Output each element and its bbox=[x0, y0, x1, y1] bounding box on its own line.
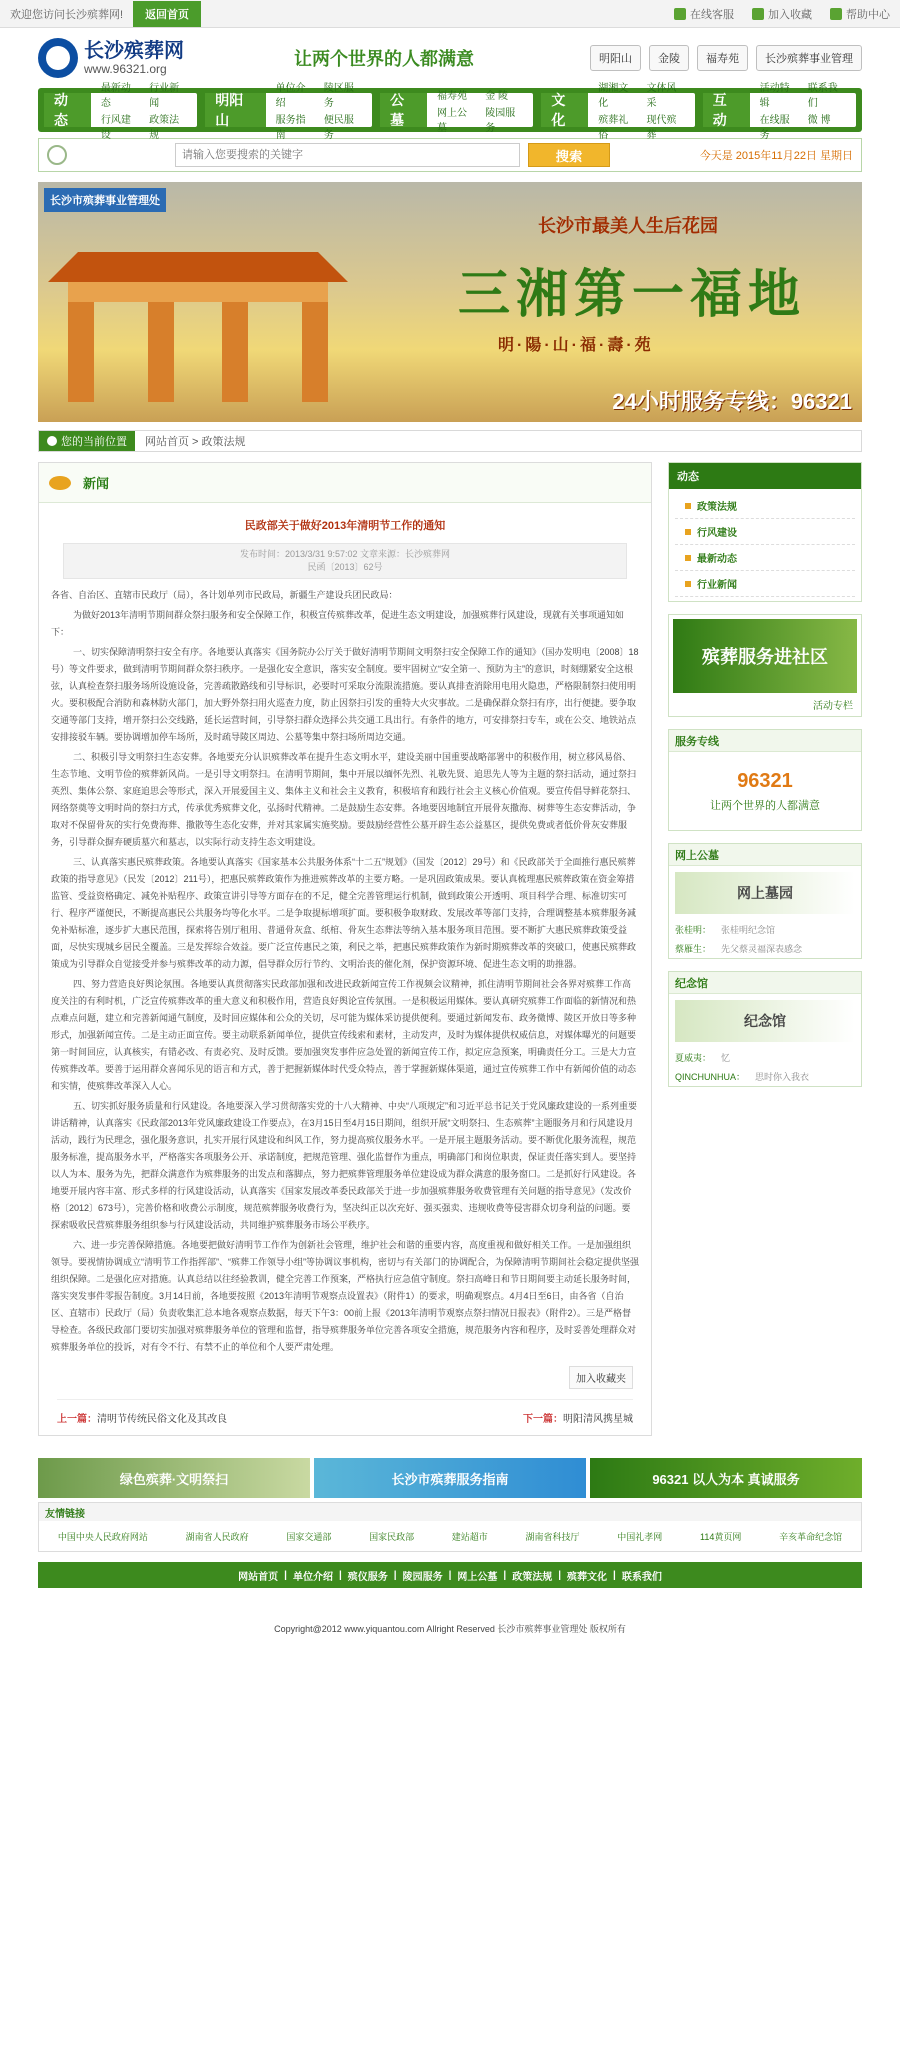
footer-nav-item[interactable]: 殡仪服务 bbox=[347, 1571, 388, 1583]
site-name: 长沙殡葬网 bbox=[84, 40, 184, 62]
nav-item[interactable]: 政策法规 bbox=[149, 115, 180, 141]
favorite-area bbox=[57, 1366, 633, 1389]
friend-link[interactable]: 国家民政部 bbox=[369, 1531, 415, 1542]
friend-link[interactable]: 湖南省人民政府 bbox=[185, 1531, 249, 1542]
memorial-row[interactable]: QINCHUNHUA： 思时你入我衣 bbox=[675, 1072, 810, 1082]
article-publish-info: 发布时间：2013/3/31 9:57:02 文章来源：长沙殡葬网 bbox=[239, 549, 451, 559]
nav-item[interactable]: 殡葬礼俗 bbox=[598, 115, 629, 141]
footer-nav-item[interactable]: 网上公墓 bbox=[457, 1571, 498, 1583]
nav-title[interactable]: 公墓 bbox=[380, 93, 427, 127]
friend-link[interactable]: 建站超市 bbox=[451, 1531, 488, 1542]
help-icon bbox=[830, 8, 842, 20]
article-paragraph: 各省、自治区、直辖市民政厅（局），各计划单列市民政局，新疆生产建设兵团民政局： bbox=[51, 590, 398, 600]
nav-group-gongmu bbox=[380, 90, 533, 134]
nav-item[interactable]: 金 陵 bbox=[485, 90, 508, 102]
nav-item[interactable]: 便民服务 bbox=[323, 115, 354, 141]
nav-item[interactable]: 联系我们 bbox=[807, 83, 838, 109]
community-ad-banner[interactable]: 殡葬服务进社区 bbox=[673, 619, 857, 693]
friend-link[interactable]: 国家交通部 bbox=[286, 1531, 332, 1542]
banner-headline: 三湘第一福地 bbox=[458, 266, 807, 324]
sidebar bbox=[668, 462, 862, 1436]
nav-title[interactable]: 明阳山 bbox=[205, 93, 265, 127]
breadcrumb-path[interactable]: 网站首页 > 政策法规 bbox=[145, 436, 246, 448]
nav-title[interactable]: 动态 bbox=[44, 93, 91, 127]
top-bar bbox=[0, 0, 900, 28]
section-title: 新闻 bbox=[83, 476, 110, 491]
site-url: www.96321.org bbox=[84, 62, 167, 76]
quick-link-jinling[interactable]: 金陵 bbox=[649, 45, 689, 71]
nav-title[interactable]: 互动 bbox=[703, 93, 750, 127]
friend-link[interactable]: 辛亥革命纪念馆 bbox=[779, 1531, 843, 1542]
sidebar-community-ad[interactable] bbox=[668, 614, 862, 717]
cemetery-row[interactable]: 蔡雁生： 先父蔡灵福深表感念 bbox=[675, 944, 803, 954]
sidebar-item-policy[interactable]: 政策法规 bbox=[675, 493, 855, 519]
archway-illustration bbox=[48, 252, 348, 402]
online-cemetery-title: 网上公墓 bbox=[669, 844, 861, 866]
article-title: 民政部关于做好2013年清明节工作的通知 bbox=[244, 520, 446, 532]
help-center-link[interactable]: 帮助中心 bbox=[830, 6, 890, 22]
friend-link[interactable]: 中国中央人民政府网站 bbox=[57, 1531, 148, 1542]
ad-green-burial[interactable]: 绿色殡葬·文明祭扫 bbox=[38, 1458, 310, 1498]
nav-group-wenhua bbox=[541, 83, 694, 141]
add-to-favorites-button[interactable]: 加入收藏夹 bbox=[569, 1366, 633, 1389]
top-links bbox=[674, 6, 890, 22]
sidebar-online-cemetery bbox=[668, 843, 862, 959]
sidebar-item-industry[interactable]: 行业新闻 bbox=[675, 571, 855, 597]
friend-link[interactable]: 中国礼孝网 bbox=[617, 1531, 663, 1542]
banner-hotline: 24小时服务专线：96321 bbox=[612, 389, 852, 414]
sidebar-dynamic-title: 动态 bbox=[669, 463, 861, 489]
copyright: Copyright@2012 www.yiquantou.com Allright Reserved 长沙市殡葬事业管理处 版权所有 bbox=[274, 1624, 626, 1634]
footer-ads bbox=[38, 1458, 862, 1498]
friend-links bbox=[38, 1502, 862, 1552]
hero-banner bbox=[38, 182, 862, 422]
article-paragraph: 一、切实保障清明祭扫安全有序。各地要认真落实《国务院办公厅关于做好清明节期间文明祭扫安全保障工作的通知》（国办发明电〔2008〕18号）等文件要求，做到清明节期间群众祭扫秩序。一是强化安全意识，落实安全制度。要牢固树立“安全第一、预防为主”的意识，时刻绷紧安全这根弦，认真检查祭扫服务场所设施设备，完善疏散路线和引导标识，必要时可采取分流限流措施。要认真排查消除用电用火隐患，严格限制祭扫使用明火。要积极配合消防和森林防火部门，加大野外祭扫用火巡查力度，防止因祭扫引发的重特大火灾事故。二是确保群众祭扫有序，出行便捷。要争取交通等部门支持，增开祭扫公交线路，延长运营时间，引导祭扫群众选择公共交通工具出行。有条件的地方，可安排祭扫专车，或在公交、地铁站点安排接驳车辆。要协调增加停车场所，及时疏导陵区周边、公墓等集中祭扫场所周边交通。 bbox=[51, 647, 639, 742]
friend-link[interactable]: 湖南省科技厅 bbox=[525, 1531, 580, 1542]
online-cemetery-banner[interactable]: 网上墓园 bbox=[675, 872, 855, 914]
sidebar-item-latest[interactable]: 最新动态 bbox=[675, 545, 855, 571]
nav-item[interactable]: 现代殡葬 bbox=[646, 115, 677, 141]
section-icon bbox=[49, 476, 71, 490]
service-line-card[interactable] bbox=[669, 752, 861, 830]
memorial-banner[interactable]: 纪念馆 bbox=[675, 1000, 855, 1042]
online-service-link[interactable]: 在线客服 bbox=[674, 6, 734, 22]
location-icon bbox=[47, 436, 57, 446]
breadcrumb-label: 您的当前位置 bbox=[39, 431, 135, 451]
welcome-text: 欢迎您访问长沙殡葬网! bbox=[10, 8, 124, 21]
banner-org-label: 长沙市殡葬事业管理处 bbox=[44, 188, 166, 212]
home-link[interactable]: 返回首页 bbox=[133, 1, 201, 27]
service-number: 96321 bbox=[737, 769, 793, 792]
article-panel bbox=[38, 462, 652, 1436]
friend-link[interactable]: 114黄页网 bbox=[700, 1531, 742, 1542]
ad-hotline[interactable]: 96321 以人为本 真诚服务 bbox=[590, 1458, 862, 1498]
nav-item[interactable]: 行业新闻 bbox=[149, 83, 180, 109]
star-icon bbox=[752, 8, 764, 20]
sidebar-service-line bbox=[668, 729, 862, 831]
service-tagline: 让两个世界的人都满意 bbox=[710, 799, 820, 812]
service-icon bbox=[674, 8, 686, 20]
nav-item[interactable]: 行风建设 bbox=[100, 115, 131, 141]
banner-tagline: 长沙市最美人生后花园 bbox=[538, 216, 718, 236]
article-paragraph: 三、认真落实惠民殡葬政策。各地要认真落实《国家基本公共服务体系“十二五”规划》（国发〔2012〕29号）和《民政部关于全面推行惠民殡葬政策的指导意见》（民发〔2012〕211号），把惠民殡葬政策作为推进殡葬改革的主要方略。一是巩固政策成果。要认真梳理惠民殡葬政策在资金筹措监管、受益资格确定、减免补贴程序、政策宣讲引导等方面存在的不足，健全完善管理运行机制，做到政策公开透明、项目科学合理、标准切实可行、程序严谨便民，不断提高惠民公共服务均等化水平。二是争取提标增项扩面。要积极争取财政、发展改革等部门支持，合理调整基本殡葬服务减免补贴标准，逐步扩大惠民范围，探索将告别厅租用、普通骨灰盒、纸棺、骨灰生态葬法等纳入基本服务项目范围。要不断扩大惠民殡葬政策受益面，尽快实现城乡居民全覆盖。三是发挥综合效益。要广泛宣传惠民之策，利民之举，把惠民殡葬政策作为新时期殡葬改革的突破口，使惠民殡葬政策成为引导群众自觉接受并参与殡葬改革的动力源，倡导群众厉行节约、文明治丧的催化剂，保护资源环境、促进生态文明的助推器。 bbox=[51, 857, 637, 969]
footer-nav-item[interactable]: 政策法规 bbox=[512, 1571, 553, 1583]
article-paragraph: 五、切实抓好服务质量和行风建设。各地要深入学习贯彻落实党的十八大精神、中央“八项规定”和习近平总书记关于党风廉政建设的一系列重要讲话精神，认真落实《民政部2013年党风廉政建设工作要点》，在3月15日至4月15日期间，组织开展“文明祭扫、生态殡葬”主题服务月和行风建设月活动，践行为民理念，强化服务意识，扎实开展行风建设和纠风工作，努力提高殡仪服务水平。一是开展主题服务活动。要不断优化服务流程，规范服务标准，提高服务水平，严格落实各项服务公开、承诺制度，把规范管理、强化监督作为重点，明确部门和岗位职责，保证责任落实到人。要坚持以人为本、服务为先，把群众满意作为殡葬服务的出发点和落脚点，努力把殡葬管理服务单位建设成为群众满意的服务窗口。二是抓好行风建设。各地要开展内容丰富、形式多样的行风建设活动，认真落实《国家发展改革委民政部关于进一步加强殡葬服务收费管理有关问题的指导意见》（发改价格〔2012〕673号），完善价格和收费公示制度，规范殡葬服务收费行为，坚决纠正以次充好、强买强卖、违规收费等侵害群众切身利益的问题。要探索吸收民营殡葬服务组织参与行风建设活动，共同维护殡葬服务市场公平秩序。 bbox=[51, 1101, 637, 1230]
friend-links-title: 友情链接 bbox=[39, 1503, 861, 1521]
prev-next-nav bbox=[57, 1399, 633, 1435]
nav-group-mingyangshan bbox=[205, 83, 372, 141]
logo-icon bbox=[38, 38, 78, 78]
main-area bbox=[38, 462, 862, 1436]
search-button[interactable]: 搜索 bbox=[528, 143, 610, 167]
article-paragraph: 六、进一步完善保障措施。各地要把做好清明节工作作为创新社会管理，维护社会和谐的重要内容，高度重视和做好相关工作。一是加强组织领导。要视情协调成立“清明节工作指挥部”、“殡葬工作领导小组”等协调议事机构，密切与有关部门的协调配合，为保障清明节期间社会稳定提供坚强组织保障。二是强化应对措施。认真总结以往经验教训，健全完善工作预案，严格执行应急值守制度。祭扫高峰日和节日期间要主动延长服务时间，落实突发事件零报告制度。3月14日前，各地要按照《2013年清明节观察点设置表》（附件1）的要求，明确观察点。4月4日至6日，由各省（自治区、直辖市）民政厅（局）负责收集汇总本地各观察点数据，每天下午3：00前上报《2013年清明节观察点祭扫情况日报表》（附件2）。三是严格督导检查。各级民政部门要切实加强对殡葬服务单位的管理和监督，指导殡葬服务单位完善各项安全措施，规范服务内容和程序，及时妥善处理群众对殡葬服务单位的投诉，对有令不行、有禁不止的单位和个人要严肃处理。 bbox=[51, 1240, 639, 1352]
nav-item[interactable]: 服务指南 bbox=[275, 115, 306, 141]
current-date: 今天是 2015年11月22日 星期日 bbox=[699, 150, 853, 162]
article-paragraph: 二、积极引导文明祭扫生态安葬。各地要充分认识殡葬改革在提升生态文明水平，建设美丽中国重要战略部署中的积极作用，树立移风易俗、生态节地、文明节俭的殡葬新风尚。一是引导文明祭扫。在清明节期间，集中开展以缅怀先烈、礼敬先贤、追思先人等为主题的祭扫活动，通过祭扫英烈、集体公祭、家庭追思会等形式，深入开展爱国主义、集体主义和社会主义教育，积极培育和践行社会主义核心价值观。要宣传倡导鲜花祭扫、网络祭奠等文明时尚的祭扫方式，传承优秀殡葬文化，弘扬时代精神。二是鼓励生态安葬。各地要因地制宜开展骨灰撒海、树葬等生态安葬活动，争取对不保留骨灰的实行免费海葬、撒散等生态化安葬，并对其家属实施奖励。要鼓励经营性公墓开辟生态公益墓区，提供免费或者低价骨灰安葬服务，引导群众摒弃硬质墓穴和墓志，以实际行动支持生态文明建设。 bbox=[51, 752, 637, 847]
section-header bbox=[39, 463, 651, 503]
next-article-link[interactable]: 下一篇：明阳清风携星城 bbox=[523, 1414, 633, 1425]
article-meta bbox=[63, 543, 627, 579]
nav-item[interactable]: 微 博 bbox=[807, 115, 831, 126]
main-nav bbox=[38, 83, 862, 141]
cemetery-row[interactable]: 张桂明： 张桂明纪念馆 bbox=[675, 925, 776, 935]
service-line-title: 服务专线 bbox=[669, 730, 861, 752]
nav-item[interactable]: 陵园服务 bbox=[485, 107, 516, 134]
article-paragraph: 四、努力营造良好舆论氛围。各地要认真贯彻落实民政部加强和改进民政新闻宣传工作视频会议精神，抓住清明节期间社会各界对殡葬工作高度关注的有利时机，广泛宣传殡葬改革的重大意义和积极作用，营造良好舆论宣传氛围。一是积极运用媒体。要认真研究殡葬工作面临的新情况和热点难点问题，建立和完善新闻通气制度，及时回应媒体和公众的关切，尽可能为媒体采访提供便利。要通过新闻发布、政务微博、陵区开放日等多种形式，加强新闻宣传。二是主动正面宣传。要主动联系新闻单位，提供宣传线索和素材，主动发声，及时为媒体提供权威信息，对媒体曝光的问题要第一时间回应，认真核实，有错必改、有责必究、及时反馈。要加强突发事件应急处置的新闻宣传工作，拟定应急预案，明确责任分工。三是大力宣传殡葬改革。要善于运用群众喜闻乐见的语言和方式，善于把握新媒体时代受众特点，善于掌握新媒体渠道，通过宣传殡葬工作中有新闻价值的动态和实情，使殡葬改革深入人心。 bbox=[51, 979, 637, 1091]
footer-nav-item[interactable]: 陵园服务 bbox=[402, 1571, 443, 1583]
nav-group-dongtai bbox=[44, 83, 197, 141]
nav-item[interactable]: 福寿苑 bbox=[437, 90, 468, 102]
ad-service-guide[interactable]: 长沙市殡葬服务指南 bbox=[314, 1458, 586, 1498]
nav-item[interactable]: 活动特辑 bbox=[759, 83, 790, 109]
add-favorite-link[interactable]: 加入收藏 bbox=[752, 6, 812, 22]
nav-item[interactable]: 单位介绍 bbox=[275, 83, 306, 109]
article-paragraph: 为做好2013年清明节期间群众祭扫服务和安全保障工作，积极宣传殡葬改革，促进生态文明建设，加强殡葬行风建设，现就有关事项通知如下： bbox=[51, 610, 625, 637]
article bbox=[39, 503, 651, 1435]
article-doc-number: 民函〔2013〕62号 bbox=[307, 562, 383, 572]
banner-subtitle: 明·陽·山·福·壽·苑 bbox=[498, 337, 654, 354]
quick-link-mingyangshan[interactable]: 明阳山 bbox=[590, 45, 641, 71]
footer-nav-item[interactable]: 联系我们 bbox=[621, 1571, 662, 1583]
footer-nav: 网站首页 | 单位介绍 | 殡仪服务 | 陵园服务 | 网上公墓 | 政策法规 | 殡葬文化 | 联系我们 bbox=[38, 1562, 862, 1588]
footer-nav-item[interactable]: 单位介绍 bbox=[292, 1571, 333, 1583]
header-slogan: 让两个世界的人都满意 bbox=[294, 49, 474, 69]
breadcrumb bbox=[38, 430, 862, 452]
prev-article-link[interactable]: 上一篇：清明节传统民俗文化及其改良 bbox=[57, 1414, 227, 1425]
sidebar-memorial bbox=[668, 971, 862, 1087]
footer-nav-item[interactable]: 殡葬文化 bbox=[567, 1571, 608, 1583]
nav-title[interactable]: 文化 bbox=[541, 93, 588, 127]
nav-item[interactable]: 最新动态 bbox=[100, 83, 131, 109]
nav-item[interactable]: 湖湘文化 bbox=[598, 83, 629, 109]
nav-item[interactable]: 文体风采 bbox=[646, 83, 677, 109]
nav-item[interactable]: 网上公墓 bbox=[437, 107, 468, 134]
sidebar-dynamic bbox=[668, 462, 862, 602]
sidebar-item-conduct[interactable]: 行风建设 bbox=[675, 519, 855, 545]
nav-item[interactable]: 陵区服务 bbox=[323, 83, 354, 109]
quick-link-fushouyuan[interactable]: 福寿苑 bbox=[697, 45, 748, 71]
header-quick-links bbox=[590, 45, 862, 71]
search-icon bbox=[47, 145, 67, 165]
search-bar bbox=[38, 138, 862, 172]
footer-nav-item[interactable]: 网站首页 bbox=[238, 1571, 279, 1583]
nav-item[interactable]: 在线服务 bbox=[759, 115, 790, 141]
memorial-row[interactable]: 夏威夷： 忆 bbox=[675, 1053, 731, 1063]
quick-link-management[interactable]: 长沙殡葬事业管理 bbox=[756, 45, 862, 71]
nav-group-hudong bbox=[703, 83, 856, 141]
memorial-title: 纪念馆 bbox=[669, 972, 861, 994]
search-input[interactable] bbox=[175, 143, 520, 167]
article-body bbox=[51, 587, 639, 1356]
site-logo[interactable] bbox=[38, 38, 184, 78]
community-ad-sub: 活动专栏 bbox=[813, 701, 853, 712]
